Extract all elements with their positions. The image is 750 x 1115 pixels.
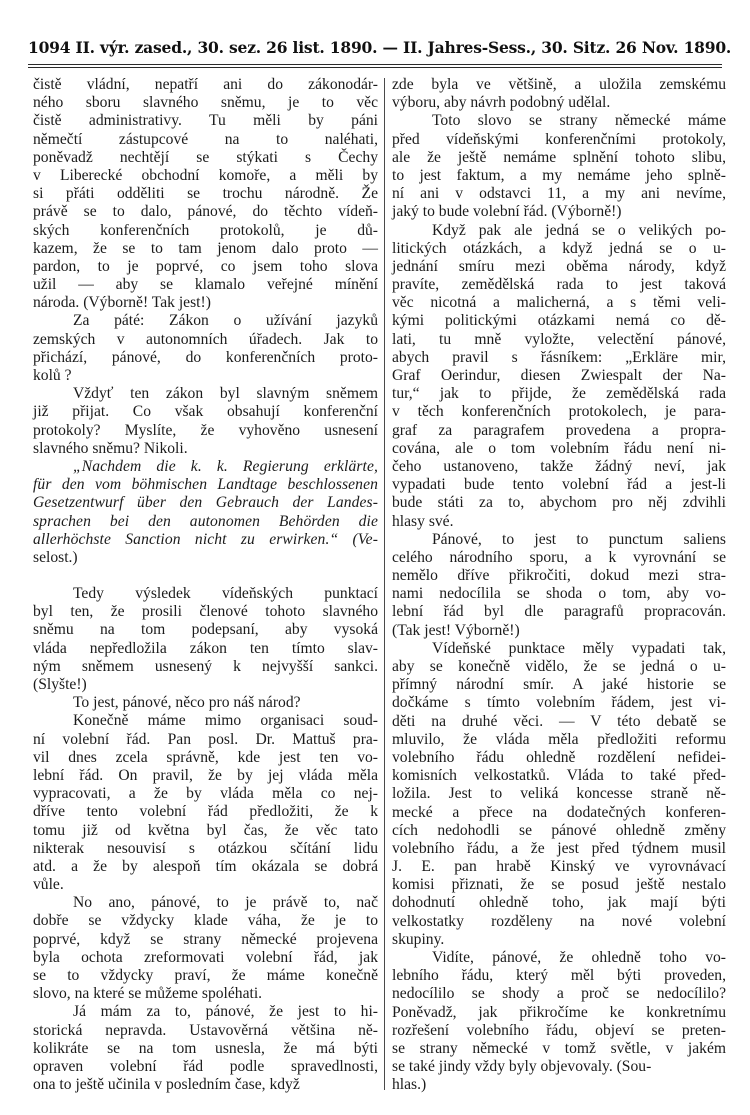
left-column-line: lební řád. On pravil, že by jej vláda měla [33,766,378,784]
right-column-line: volebního řádu ohledně rozdělení nefidei- [392,748,726,766]
left-column-line: Já mám za to, pánové, že jest to hi- [73,1003,378,1021]
left-column-line: To jest, pánové, něco pro náš národ? [73,694,301,712]
left-column-line: byl ten, že prosili členové tohoto slavného [33,603,378,621]
left-column-line: sprachen bei den autonomen Behörden die [33,512,378,530]
right-column-line: cích nedohodli se pánové ohledně změny [392,821,726,839]
right-column-line: v těch konferenčních protokolech, je para- [392,403,726,421]
left-column-line: opraven volební řád podle spravedlnosti, [33,1057,378,1075]
right-column-line: ale že ještě nemáme splnění tohoto slibu, [392,148,726,166]
left-column-line: selost.) [33,548,78,566]
page-header: 1094 II. výr. zased., 30. sez. 26 list. 1890. — II. Jahres-Sess., 30. Sitz. 26 Nov. 1890. [28,38,732,57]
left-column-line: kazem, že se to tam jenom dalo proto — [33,239,378,257]
right-column [392,76,726,1095]
left-column-line: vůle. [33,876,64,894]
right-column-line: ložila. Jest to veliká koncesse straně ně- [392,785,726,803]
right-column-line: litických otázkách, a když jedná se o u- [392,239,726,257]
right-column-line: rozřešení volebního řádu, objeví se preten- [392,1021,726,1039]
left-column-line: ného sboru slavného sněmu, je to věc [33,94,378,112]
right-column-line: jaký to bude volební řád. (Výborně!) [392,203,622,221]
left-column-line: kolů ? [33,367,72,384]
right-column-line: Toto slovo se strany německé máme [432,112,726,130]
right-column-line: cována, ale o tom volebním řádu není ni- [392,439,726,457]
left-column-line: již přijat. Co však obsahují konferenční [33,403,378,421]
right-column-line: nemělo dříve přikročiti, dokud mezi stra- [392,567,726,585]
right-column-line: hlas.) [392,1076,427,1094]
left-column-line: No ano, pánové, to je právě to, nač [73,894,378,912]
left-column-line: dříve tento volební řád předložiti, že k [33,803,378,821]
right-column-line: Když pak ale jedná se o velikých po- [432,221,726,239]
left-column-line: přichází, pánové, do konferenčních proto- [33,348,378,366]
left-column-line: Tedy výsledek vídeňských punktací [73,585,378,603]
right-column-line: čeho ustanoveno, takže žádný neví, jak [392,457,726,475]
left-column-line: zemských v autonomních úřadech. Jak to [33,330,378,348]
left-column-line: allerhöchste Sanction nicht zu erwirken.“ (Ve- [33,530,378,548]
left-column-line: pardon, to je poprvé, co jsem toho slova [33,257,378,275]
right-column-line: dohodnutí ohledně toho, jak mají býti [392,894,726,912]
left-column-line: vláda nepředložila zákon ten tímto slav- [33,639,378,657]
right-column-line: celého národního sporu, a k vyrovnání se [392,548,726,566]
right-column-line: se strany německé v tomž světle, v jakém [392,1039,726,1057]
right-column-line: děti na druhé věci. — V této debatě se [392,712,726,730]
left-column-line: poněvadž nechtějí se stýkati s Čechy [33,148,378,166]
right-column-line: lebního řádu, který měl býti proveden, [392,967,726,985]
right-column-line: ní ani v odstavci 11, a my ani nevíme, [392,185,726,203]
left-column-line: v Liberecké obchodní komoře, a měli by [33,166,378,184]
left-column-line: „Nachdem die k. k. Regierung erklärte, [73,457,378,475]
right-column-line: Graf Oerindur, diesen Zwiespalt der Na- [392,367,726,384]
left-column-line: čistě vládní, nepatří ani do zákonodár- [33,76,378,93]
left-column-line: slavného sněmu? Nikoli. [33,439,188,457]
right-column-line: mecké a přece na dodatečných konferen- [392,803,726,821]
left-column-line: sněmu na tom podepsaní, aby vysoká [33,621,378,639]
right-column-line: hlasy své. [392,512,454,530]
left-column-line: slovo, na které se můžeme spoléhati. [33,985,263,1003]
left-column-line: poprvé, když se strany německé projevena [33,930,378,948]
left-column-line: dobře se vždycky klade váha, že je to [33,912,378,930]
right-column-line: aby se konečně vidělo, že se jedná o u- [392,658,726,675]
right-column-line: (Tak jest! Výborně!) [392,621,520,639]
left-column-line: Konečně máme mimo organisaci soud- [73,712,378,730]
left-column-line: atd. a že by alespoň tím okázala se dobrá [33,857,378,875]
right-column-line: nami nedocílila se shoda o tom, aby vo- [392,585,726,603]
right-column-line: mluvilo, že vláda měla předložiti reformu [392,730,726,748]
right-column-line: se také jindy vždy byly objevovaly. (Sou- [392,1058,652,1076]
left-column-line: němečtí zástupcové na to naléhati, [33,130,378,148]
column-divider [384,78,385,1090]
right-column-line: lební řád byl dle paragrafů propracován. [392,603,726,621]
left-column-line: Gesetzentwurf über den Gebrauch der Landes- [33,494,378,512]
left-column-line: Za páté: Zákon o užívání jazyků [73,312,378,330]
right-column-line: tur,“ jak to přijde, že zemědělská rada [392,385,726,403]
right-column-line: jednání smíru mezi oběma národy, když [392,257,726,275]
left-column-line: národa. (Výborně! Tak jest!) [33,294,211,312]
right-column-line: bude státi za to, abychom pro něj zdvihli [392,494,726,512]
left-column-line: ným sněmem usnesený k nejvyšší sankci. [33,657,378,675]
left-column-line: (Slyšte!) [33,676,87,693]
left-column-line: čistě administrativy. Tu měli by páni [33,112,378,130]
right-column-line: lati, tu mně vyložte, velectění pánové, [392,330,726,348]
left-column-line: ní volební řád. Pan posl. Dr. Mattuš pra- [33,730,378,748]
left-column-line: právě se to dalo, pánové, do těchto vídeň- [33,203,378,221]
left-column-line: vil dnes zcela správně, kde jest ten vo- [33,748,378,766]
left-column-line: byla ochota zreformovati volební řád, jak [33,948,378,966]
header-rule-double [28,67,722,68]
left-column-line: nikterak nesouvisí s otázkou sčítání lidu [33,839,378,857]
right-column-line: J. E. pan hrabě Kinský ve vyrovnávací [392,858,726,876]
right-column-line: Vidíte, pánové, že ohledně toho vo- [432,949,726,966]
right-column-line: vypadati bude tento volební řád a jest-li [392,476,726,494]
right-column-line: pravíte, zemědělská rada to jest taková [392,276,726,294]
left-column-line: se to vždycky praví, že máme konečně [33,967,378,984]
left-column-line: ských konferenčních protokolů, je dů- [33,221,378,239]
right-column-line: nedocílilo se shody a proč se nedocílilo? [392,985,726,1003]
header-rule [28,64,722,65]
left-column-line: vypracovati, a že by vláda měla co nej- [33,785,378,803]
right-column-line: přímný národní smír. A jaké historie se [392,676,726,694]
left-column-line: protokoly? Myslíte, že vyhověno usnesení [33,421,378,439]
left-column-line: tomu již od května byl čas, že věc tato [33,821,378,839]
right-column-line: volebního řádu, a že jest před týdnem musil [392,839,726,857]
left-column-line: si přáti odděliti se trochu národně. Že [33,185,378,203]
right-column-line: velkostatky rozděleny na nové volební [392,912,726,930]
right-column-line: Poněvadž, jak přikročíme ke konkretnímu [392,1003,726,1021]
right-column-line: zde byla ve většině, a uložila zemskému [392,76,726,93]
right-column-line: komisních velkostatků. Vláda to také před- [392,767,726,785]
left-column-line: für den vom böhmischen Landtage beschlossenen [33,476,378,494]
right-column-line: věc nicotná a malicherná, a s těmi veli- [392,294,726,312]
left-column-line: užil — aby se klamalo veřejné mínění [33,276,378,294]
right-column-line: skupiny. [392,930,445,948]
right-column-line: to jest faktum, a my nemáme jeho splně- [392,166,726,184]
left-column-line: ona to ještě učinila v posledním čase, když [33,1076,300,1094]
left-column-line: Vždyť ten zákon byl slavným sněmem [73,385,378,403]
right-column-line: před vídeňskými konferenčními protokoly, [392,130,726,148]
right-column-line: výboru, aby návrh podobný udělal. [392,94,611,112]
right-column-line: Vídeňské punktace měly vypadati tak, [432,639,726,657]
right-column-line: komisi přiznati, že se posud ještě nestalo [392,876,726,894]
right-column-line: abych pravil s řásníkem: „Erkläre mir, [392,348,726,366]
left-column-line: kolikráte se na tom usnesla, že má býti [33,1039,378,1057]
right-column-line: dočkáme s tímto volebním řádem, jest vi- [392,694,726,712]
left-column-line: storická nepravda. Ustavověrná většina ně- [33,1021,378,1039]
right-column-line: graf za paragrafem provedena a propra- [392,421,726,439]
right-column-line: Pánové, to jest to punctum saliens [432,530,726,548]
right-column-line: kými politickými otázkami nemá co dě- [392,312,726,330]
left-column [33,76,378,1094]
